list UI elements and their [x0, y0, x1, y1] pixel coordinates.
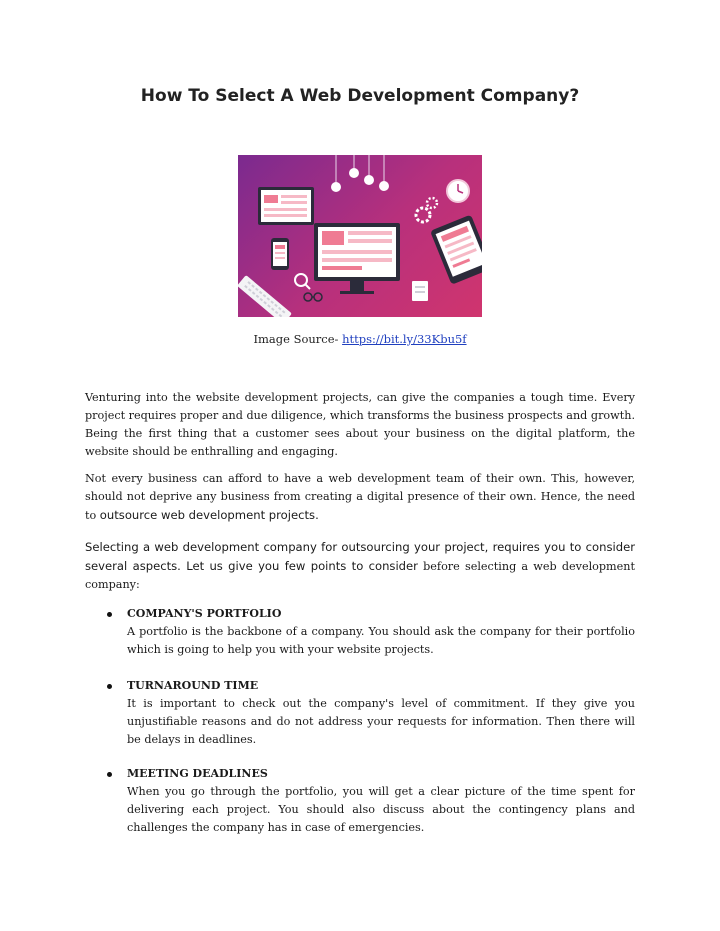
- paragraph-outsourcing-end: outsource web development projects.: [99, 508, 319, 522]
- list-item: [85, 605, 635, 659]
- caption-prefix: Image Source-: [253, 332, 343, 346]
- paragraph-selecting: [85, 538, 635, 594]
- paragraph-outsourcing: [85, 470, 635, 525]
- paragraph-intro: Venturing into the website development projects, can give the companies a tough time. Every project requires proper and due diligence, which transforms the business prospects and growth. Being the first thing that a customer sees about your business on the digital platform, the website should be enthralling and engaging.: [85, 391, 635, 458]
- bullet-body: When you go through the portfolio, you will get a clear picture of the time spent for delivering each project. You should also discuss about the contingency plans and challenges the company has in case of emergencies.: [127, 785, 635, 834]
- bullet-body: It is important to check out the company's level of commitment. If they give you unjustifiable reasons and do not address your requests for information. Then there will be delays in deadlines.: [127, 697, 635, 746]
- bullet-heading: MEETING DEADLINES: [127, 767, 268, 780]
- bullet-dot-icon: [107, 612, 112, 617]
- bullet-dot-icon: [107, 772, 112, 777]
- paragraph-outsourcing-text: Not every business can afford to have a web development team of their own. This, however, should not deprive any business from creating a digital presence of their own. Hence, the need to: [85, 472, 635, 522]
- bullet-heading: TURNAROUND TIME: [127, 679, 259, 692]
- paragraph-selecting-sans: Selecting a web development company for outsourcing your project, requires you to consider several aspects. Let us give you few points to consider: [85, 540, 635, 573]
- web-devices-illustration: [238, 155, 482, 317]
- bullet-dot-icon: [107, 684, 112, 689]
- image-caption: [0, 332, 720, 346]
- paragraph-selecting-serif: before selecting a web development company:: [85, 560, 635, 591]
- hero-illustration: [238, 155, 482, 317]
- bullet-heading: COMPANY'S PORTFOLIO: [127, 607, 282, 620]
- list-item: [85, 677, 635, 749]
- image-source-link[interactable]: https://bit.ly/33Kbu5f: [342, 332, 467, 346]
- page-title: How To Select A Web Development Company?: [140, 86, 580, 106]
- list-item: [85, 765, 635, 837]
- bullet-body: A portfolio is the backbone of a company. You should ask the company for their portfolio which is going to help you with your website projects.: [127, 625, 635, 656]
